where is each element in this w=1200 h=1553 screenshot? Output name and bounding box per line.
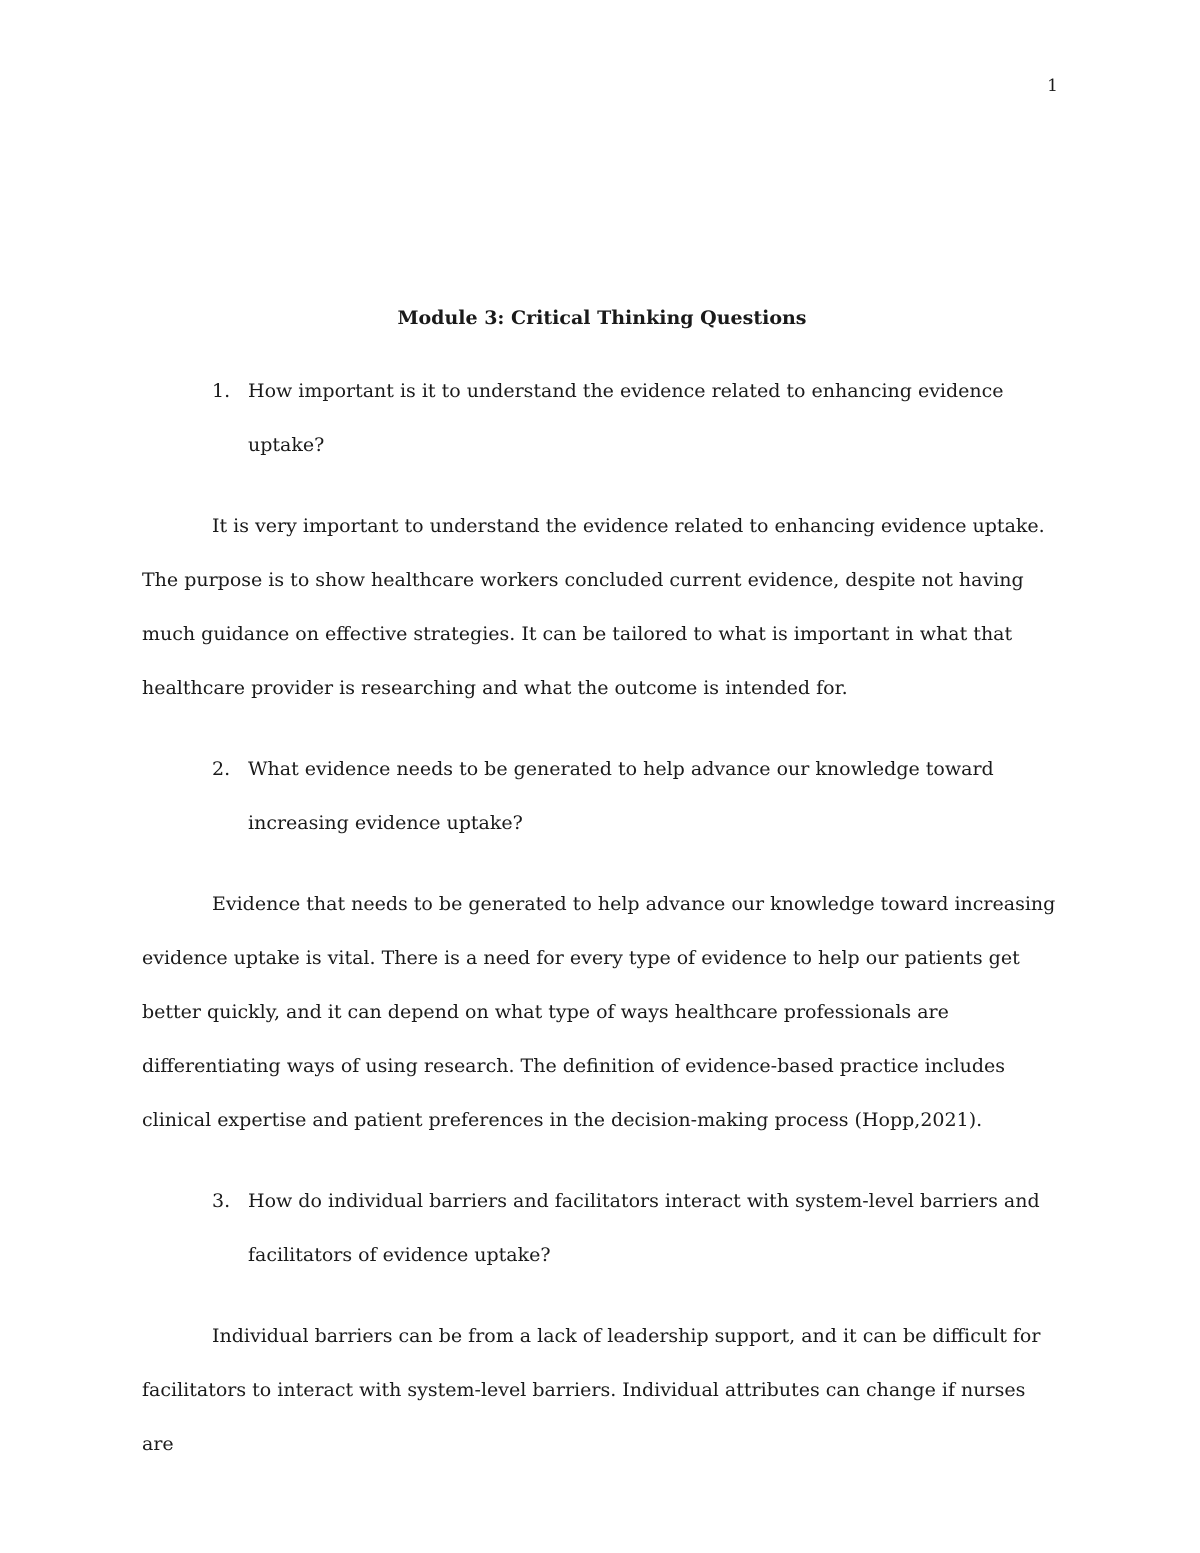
question-1 xyxy=(142,364,1062,472)
question-text: What evidence needs to be generated to help advance our knowledge toward increasing evidence uptake? xyxy=(248,758,994,834)
question-number: 2. xyxy=(212,758,231,780)
question-2 xyxy=(142,742,1062,850)
answer-1: It is very important to understand the evidence related to enhancing evidence uptake. The purpose is to show healthcare workers concluded current evidence, despite not having much guidance on effective strategies. It can be tailored to what is important in what that healthcare provider is researching and what the outcome is intended for. xyxy=(142,515,1045,699)
document-title: Module 3: Critical Thinking Questions xyxy=(397,307,807,329)
question-number: 3. xyxy=(212,1190,231,1212)
question-number: 1. xyxy=(212,380,231,402)
question-3 xyxy=(142,1174,1062,1282)
answer-2: Evidence that needs to be generated to help advance our knowledge toward increasing evidence uptake is vital. There is a need for every type of evidence to help our patients get better quickly, and it can depend on what type of ways healthcare professionals are differentiating ways of using research. The definition of evidence-based practice includes clinical expertise and patient preferences in the decision-making process (Hopp,2021). xyxy=(142,893,1056,1131)
answer-3: Individual barriers can be from a lack of leadership support, and it can be difficult for facilitators to interact with system-level barriers. Individual attributes can change if nurses are xyxy=(142,1325,1041,1455)
question-text: How do individual barriers and facilitators interact with system-level barriers and facilitators of evidence uptake? xyxy=(248,1190,1040,1266)
document-body xyxy=(142,298,1062,1471)
page-number: 1 xyxy=(1047,76,1058,96)
question-text: How important is it to understand the evidence related to enhancing evidence uptake? xyxy=(248,380,1004,456)
